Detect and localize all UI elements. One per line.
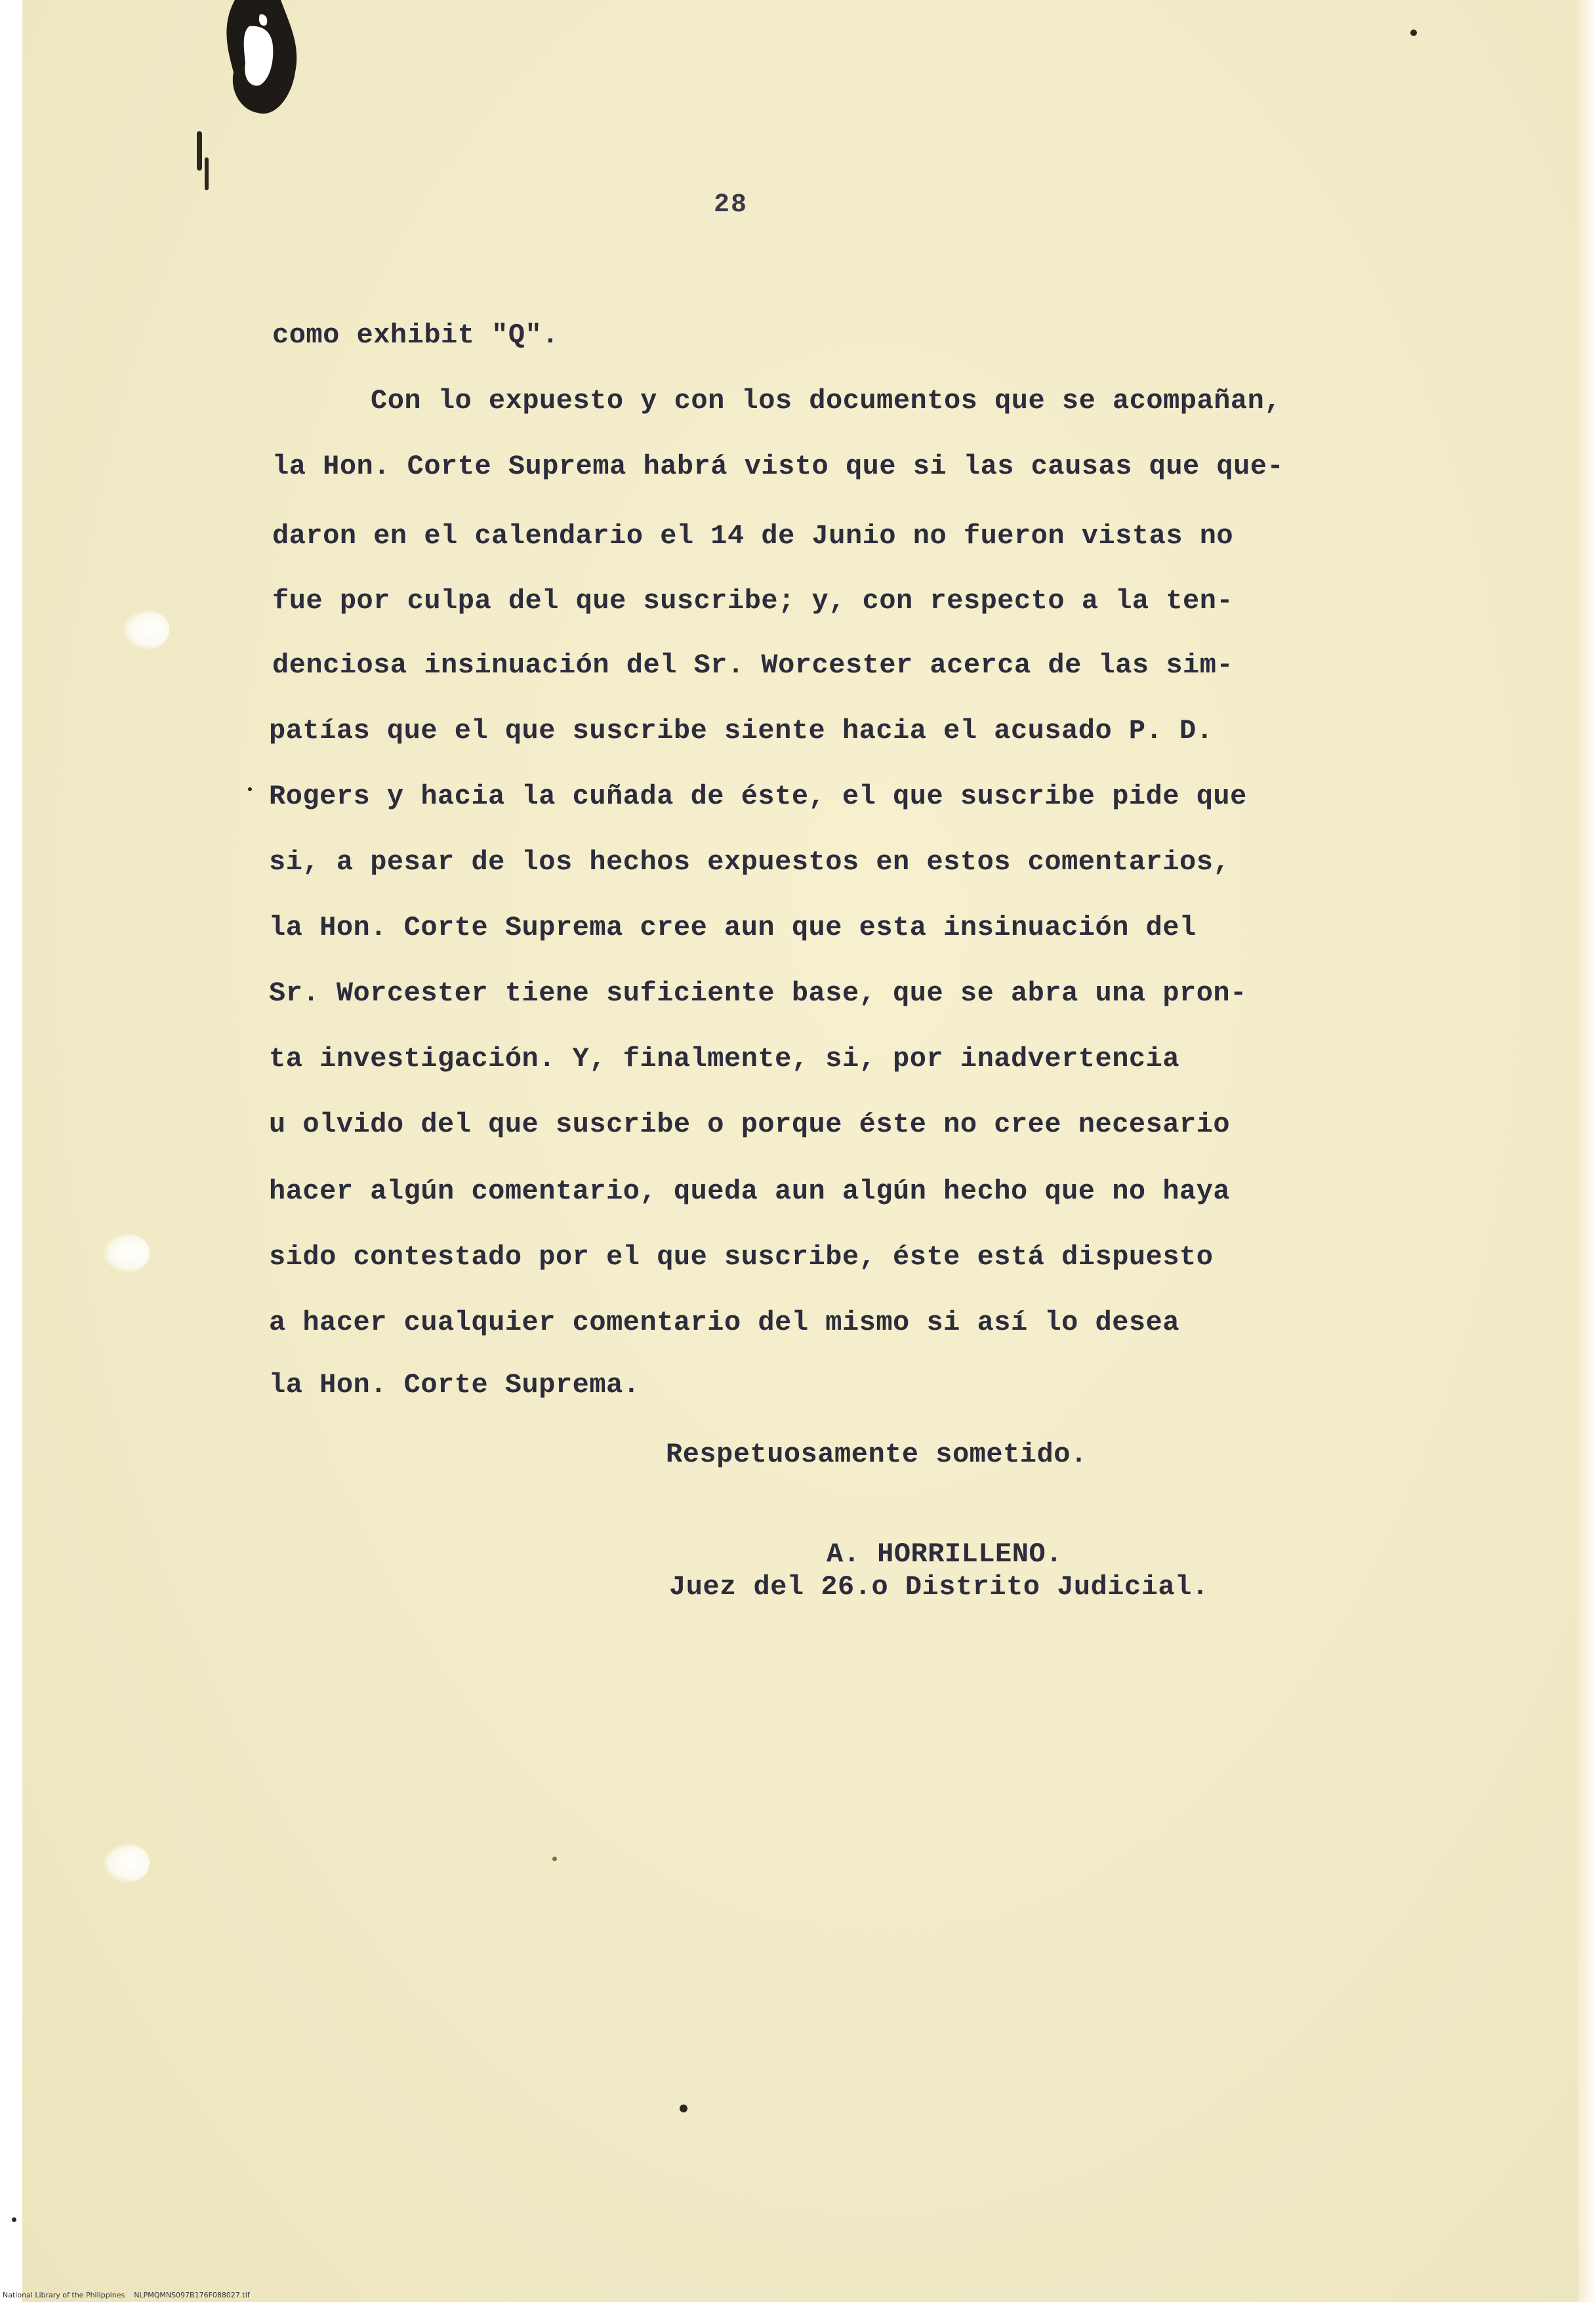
body-line: la Hon. Corte Suprema. — [269, 1369, 640, 1401]
body-line: como exhibit "Q". — [272, 319, 559, 351]
body-line: patías que el que suscribe siente hacia el acusado P. D. — [269, 715, 1214, 747]
scan-left-margin — [0, 0, 22, 2302]
ink-speck — [680, 2105, 687, 2112]
ink-speck — [248, 787, 252, 791]
ink-speck — [205, 157, 209, 190]
punch-hole — [104, 1843, 150, 1883]
scan-footer — [3, 2291, 250, 2299]
body-line: a hacer cualquier comentario del mismo si así lo desea — [269, 1307, 1180, 1338]
punch-hole — [123, 610, 169, 649]
file-name: NLPMQMNS097B176F088027.tif — [134, 2291, 250, 2299]
page-number: 28 — [714, 190, 748, 220]
body-line: la Hon. Corte Suprema cree aun que esta insinuación del — [269, 912, 1197, 943]
body-line: denciosa insinuación del Sr. Worcester acerca de las sim- — [272, 649, 1234, 681]
body-line: la Hon. Corte Suprema habrá visto que si las causas que que- — [272, 451, 1284, 482]
punch-hole — [104, 1233, 150, 1273]
body-line: u olvido del que suscribe o porque éste no cree necesario — [269, 1109, 1231, 1140]
archive-label: National Library of the Philippines — [3, 2291, 125, 2299]
body-line: si, a pesar de los hechos expuestos en estos comentarios, — [269, 846, 1231, 878]
signature-name: A. HORRILLENO. — [827, 1538, 1063, 1570]
ink-speck — [552, 1857, 557, 1861]
body-line: Sr. Worcester tiene suficiente base, que se abra una pron- — [269, 977, 1247, 1009]
body-line: hacer algún comentario, queda aun algún hecho que no haya — [269, 1176, 1231, 1207]
body-line: Rogers y hacia la cuñada de éste, el que suscribe pide que — [269, 781, 1247, 812]
ink-speck — [197, 131, 202, 171]
signature-title: Juez del 26.o Distrito Judicial. — [669, 1571, 1209, 1603]
ink-stain-icon — [209, 0, 307, 125]
closing-line: Respetuosamente sometido. — [666, 1439, 1088, 1470]
body-line: daron en el calendario el 14 de Junio no fueron vistas no — [272, 520, 1234, 552]
body-line: ta investigación. Y, finalmente, si, por inadvertencia — [269, 1043, 1180, 1075]
body-line: fue por culpa del que suscribe; y, con respecto a la ten- — [272, 585, 1234, 617]
scan-right-margin — [1578, 0, 1596, 2302]
body-line: Con lo expuesto y con los documentos que se acompañan, — [371, 385, 1282, 417]
body-line: sido contestado por el que suscribe, éste está dispuesto — [269, 1241, 1214, 1273]
ink-speck — [1410, 30, 1417, 36]
ink-speck — [12, 2217, 16, 2222]
